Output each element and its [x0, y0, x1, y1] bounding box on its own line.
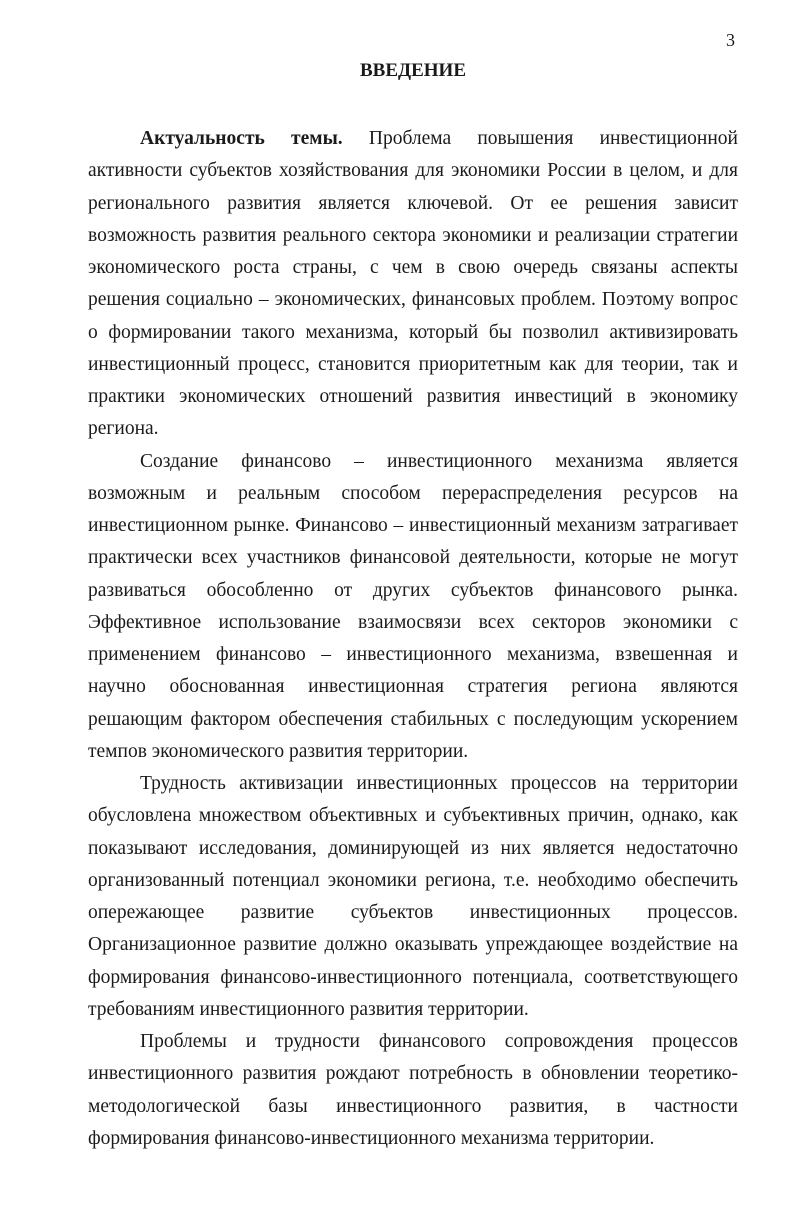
text-line: инвестиционный процесс, становится приоритетным как для теории, так и [88, 353, 738, 375]
text-span: Проблема повышения инвестиционной [368, 128, 738, 149]
text-line: организованный потенциал экономики региона, т.е. необходимо обеспечить [88, 869, 738, 891]
text-line: практики экономических отношений развития инвестиций в экономику [88, 386, 738, 407]
text-line: развиваться обособленно от других субъектов финансового рынка. [88, 579, 738, 601]
text-line: Организационное развитие должно оказывать упреждающее воздействие на [88, 934, 738, 956]
text-line: решающим фактором обеспечения стабильных с последующим ускорением [88, 708, 738, 730]
text-line: показывают исследования, доминирующей из них является недостаточно [88, 837, 738, 859]
text-line: решения социально – экономических, финансовых проблем. Поэтому вопрос [88, 289, 738, 311]
text-line: методологической базы инвестиционного развития, в частности [88, 1095, 738, 1117]
text-line: опережающее развитие субъектов инвестиционных процессов. [88, 902, 738, 923]
section-lead: Актуальность темы. [140, 128, 343, 149]
paragraph-2 [88, 446, 738, 769]
text-line: формирования финансово-инвестиционного механизма территории. [88, 1127, 655, 1149]
text-line: региона. [88, 418, 159, 440]
text-line [88, 123, 738, 155]
text-line: практически всех участников финансовой деятельности, которые не могут [88, 547, 738, 569]
text-line: активности субъектов хозяйствования для экономики России в целом, и для [88, 160, 738, 182]
page-title: ВВЕДЕНИЕ [360, 60, 466, 81]
page-number: 3 [726, 30, 735, 50]
text-line: научно обоснованная инвестиционная стратегия региона являются [88, 676, 738, 698]
paragraph-3 [88, 768, 738, 1026]
text-line: темпов экономического развития территории. [88, 740, 469, 762]
text-line: Создание финансово – инвестиционного механизма является [140, 450, 738, 472]
text-line: инвестиционного развития рождают потребность в обновлении теоретико- [88, 1063, 738, 1085]
text-line: возможность развития реального сектора экономики и реализации стратегии [88, 224, 738, 246]
text-line: формирования финансово-инвестиционного потенциала, соответствующего [88, 966, 738, 988]
paragraph-1 [88, 123, 738, 446]
text-line: Трудность активизации инвестиционных процессов на территории [140, 773, 738, 794]
document-body [88, 123, 738, 1155]
text-line: экономического роста страны, с чем в свою очередь связаны аспекты [88, 257, 738, 278]
text-line: применением финансово – инвестиционного механизма, взвешенная и [88, 644, 738, 665]
text-line: Эффективное использование взаимосвязи всех секторов экономики с [88, 611, 738, 633]
text-line: о формировании такого механизма, который бы позволил активизировать [88, 321, 738, 343]
text-line: возможным и реальным способом перераспределения ресурсов на [88, 482, 738, 504]
paragraph-4 [88, 1026, 738, 1155]
text-line: Проблемы и трудности финансового сопровождения процессов [140, 1031, 738, 1052]
text-line: регионального развития является ключевой. От ее решения зависит [88, 192, 738, 214]
text-line: обусловлена множеством объективных и субъективных причин, однако, как [88, 805, 738, 827]
text-line: требованиям инвестиционного развития территории. [88, 998, 529, 1020]
text-line: инвестиционном рынке. Финансово – инвестиционный механизм затрагивает [88, 515, 738, 536]
